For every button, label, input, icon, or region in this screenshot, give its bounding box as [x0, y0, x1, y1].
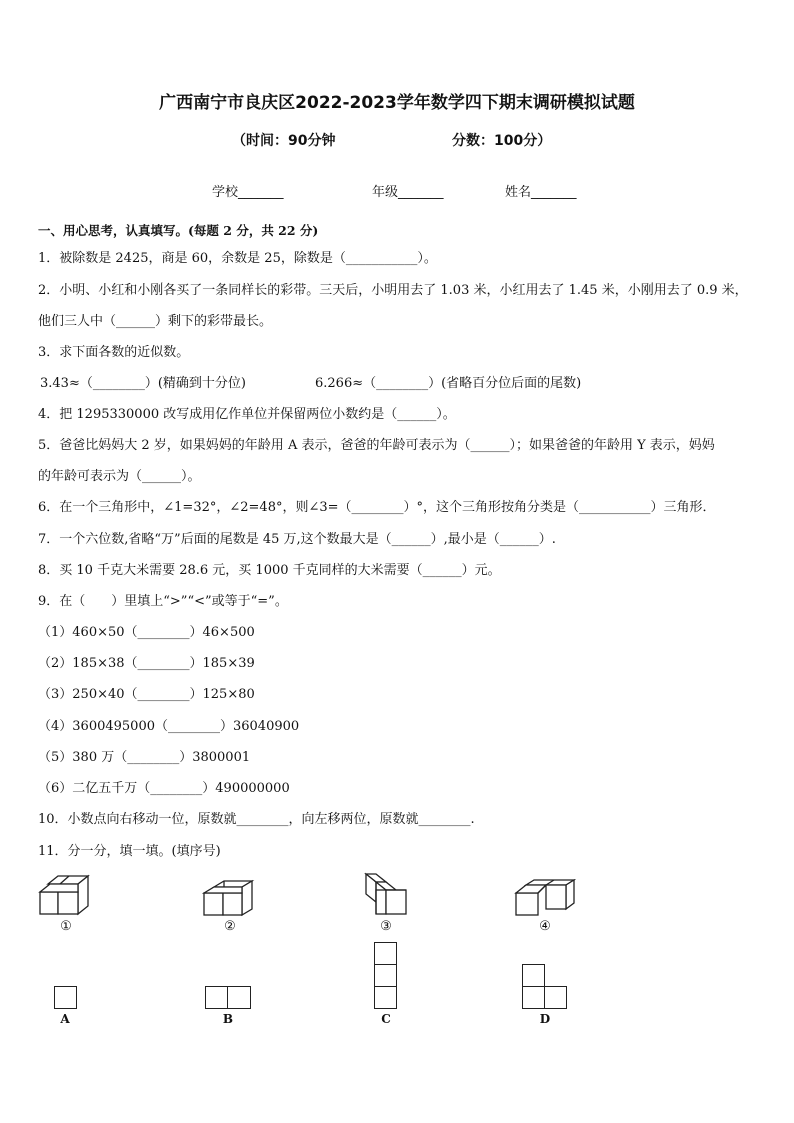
- question-10: 10．小数点向右移动一位，原数就________，向左移两位，原数就________.: [38, 812, 475, 827]
- view-label-d: D: [539, 1012, 551, 1026]
- solid-label-3: ③: [380, 919, 392, 934]
- view-label-b: B: [222, 1012, 234, 1026]
- view-label-a: A: [60, 1012, 70, 1026]
- question-5-cont: 的年龄可表示为（______）。: [38, 469, 201, 484]
- question-9-6: （6）二亿五千万（________）490000000: [38, 781, 290, 796]
- exam-time: （时间：90分钟: [232, 133, 336, 149]
- question-9: 9．在（ ）里填上“>”“<”或等于“=”。: [38, 594, 288, 609]
- question-4: 4．把 1295330000 改写成用亿作单位并保留两位小数约是（______）。: [38, 407, 456, 422]
- question-9-1: （1）460×50（________）46×500: [38, 625, 255, 640]
- school-field: 学校_______: [212, 185, 284, 200]
- solid-figure-2: [202, 879, 258, 919]
- solid-figure-3: [362, 872, 410, 920]
- question-9-3: （3）250×40（________）125×80: [38, 687, 255, 702]
- question-7: 7．一个六位数,省略“万”后面的尾数是 45 万,这个数最大是（______）,最小是（______）.: [38, 532, 556, 547]
- question-3a: 3.43≈（________）(精确到十分位): [40, 376, 246, 391]
- question-2: 2．小明、小红和小刚各买了一条同样长的彩带。三天后，小明用去了 1.03 米，小红用去了 1.45 米，小刚用去了 0.9 米，: [38, 283, 748, 298]
- question-9-4: （4）3600495000（________）36040900: [38, 719, 300, 734]
- page-title: 广西南宁市良庆区2022-2023学年数学四下期末调研模拟试题: [159, 93, 635, 113]
- question-1: 1．被除数是 2425，商是 60，余数是 25，除数是（___________）。: [38, 251, 437, 266]
- exam-score: 分数：100分）: [452, 133, 552, 149]
- solid-label-2: ②: [224, 919, 236, 934]
- question-3b: 6.266≈（________）(省略百分位后面的尾数): [315, 376, 582, 391]
- view-label-c: C: [381, 1012, 391, 1026]
- grade-field: 年级_______: [372, 185, 444, 200]
- solid-label-1: ①: [60, 919, 72, 934]
- question-2-cont: 他们三人中（______）剩下的彩带最长。: [38, 314, 273, 329]
- question-6: 6．在一个三角形中，∠1=32°，∠2=48°，则∠3=（________）°，这个三角形按角分类是（___________）三角形．: [38, 500, 716, 515]
- section-heading: 一、用心思考，认真填写。(每题 2 分，共 22 分): [38, 223, 319, 238]
- question-5: 5．爸爸比妈妈大 2 岁，如果妈妈的年龄用 A 表示，爸爸的年龄可表示为（______）；如果爸爸的年龄用 Y 表示，妈妈: [38, 438, 715, 453]
- solid-figure-4: [514, 879, 576, 919]
- name-field: 姓名_______: [505, 185, 577, 200]
- question-9-2: （2）185×38（________）185×39: [38, 656, 255, 671]
- solid-figure-1: [38, 874, 94, 918]
- solid-label-4: ④: [539, 919, 551, 934]
- question-11: 11．分一分，填一填。(填序号): [38, 844, 221, 859]
- question-9-5: （5）380 万（________）3800001: [38, 750, 251, 765]
- question-8: 8．买 10 千克大米需要 28.6 元，买 1000 千克同样的大米需要（______）元。: [38, 563, 501, 578]
- question-3: 3．求下面各数的近似数。: [38, 345, 190, 360]
